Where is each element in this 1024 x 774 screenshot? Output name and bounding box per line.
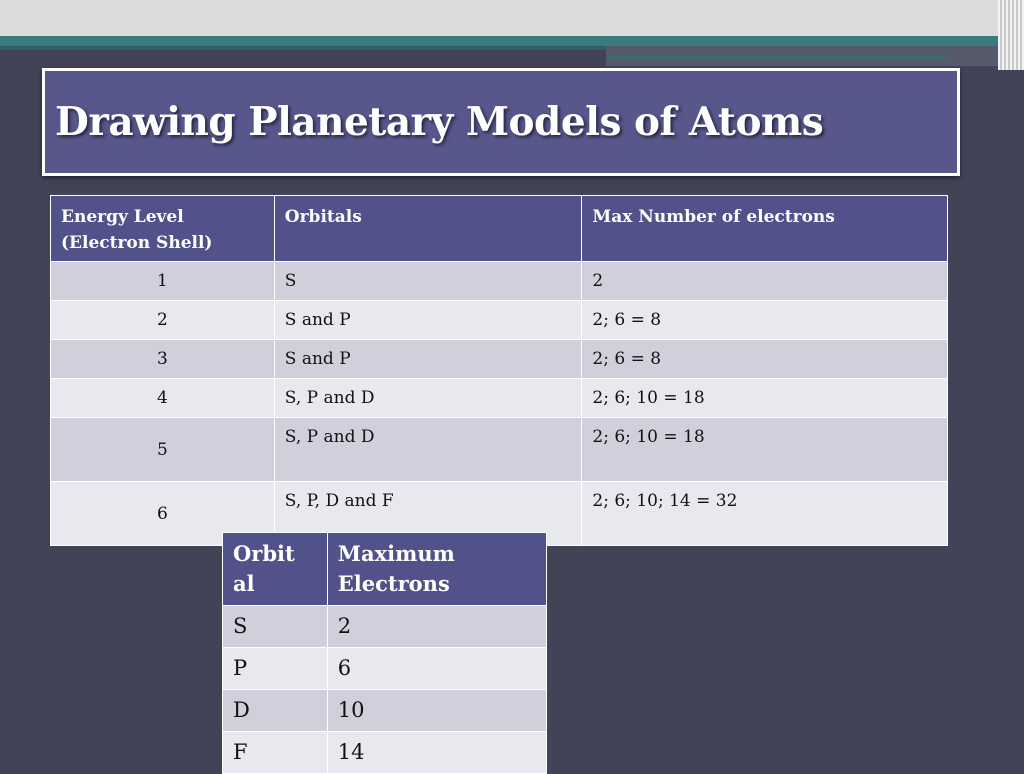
cell-max: 2 [327,606,546,648]
cell-orbitals: S and P [274,340,582,379]
cell-max: 2; 6; 10; 14 = 32 [582,482,948,546]
teal-accent-band [0,36,1024,46]
cell-max: 2; 6 = 8 [582,301,948,340]
orbital-capacity-table [222,532,547,774]
table-row [223,648,547,690]
cell-max: 2 [582,262,948,301]
cell-level: 2 [51,301,275,340]
table-row [51,418,948,482]
cell-orbitals: S, P, D and F [274,482,582,546]
cell-level: 5 [51,418,275,482]
top-gray-band [0,0,1024,36]
title-box [42,68,960,176]
header-orbital: Orbit al [223,533,328,606]
table-row [51,379,948,418]
table-header-row [223,533,547,606]
cell-orbitals: S [274,262,582,301]
gray-strip-line [606,56,948,59]
cell-level: 4 [51,379,275,418]
slide-title: Drawing Planetary Models of Atoms [55,99,824,145]
cell-orbital: F [223,732,328,774]
vertical-stripes-decoration [998,0,1024,70]
table-row [51,301,948,340]
cell-max: 10 [327,690,546,732]
teal-accent-line [0,46,606,50]
cell-orbitals: S, P and D [274,418,582,482]
table-row [223,732,547,774]
table-header-row [51,196,948,262]
cell-max: 2; 6; 10 = 18 [582,379,948,418]
cell-orbital: P [223,648,328,690]
cell-orbitals: S, P and D [274,379,582,418]
cell-orbital: D [223,690,328,732]
table-row [51,340,948,379]
table-row [223,606,547,648]
cell-max: 14 [327,732,546,774]
cell-level: 1 [51,262,275,301]
header-max-electrons: Max Number of electrons [582,196,948,262]
header-energy-level: Energy Level (Electron Shell) [51,196,275,262]
table-row [223,690,547,732]
cell-level: 3 [51,340,275,379]
table-row [51,262,948,301]
header-maximum-electrons: Maximum Electrons [327,533,546,606]
cell-max: 6 [327,648,546,690]
cell-max: 2; 6; 10 = 18 [582,418,948,482]
cell-level: 6 [51,482,275,546]
cell-max: 2; 6 = 8 [582,340,948,379]
header-orbitals: Orbitals [274,196,582,262]
energy-level-table [50,195,948,546]
cell-orbital: S [223,606,328,648]
cell-orbitals: S and P [274,301,582,340]
